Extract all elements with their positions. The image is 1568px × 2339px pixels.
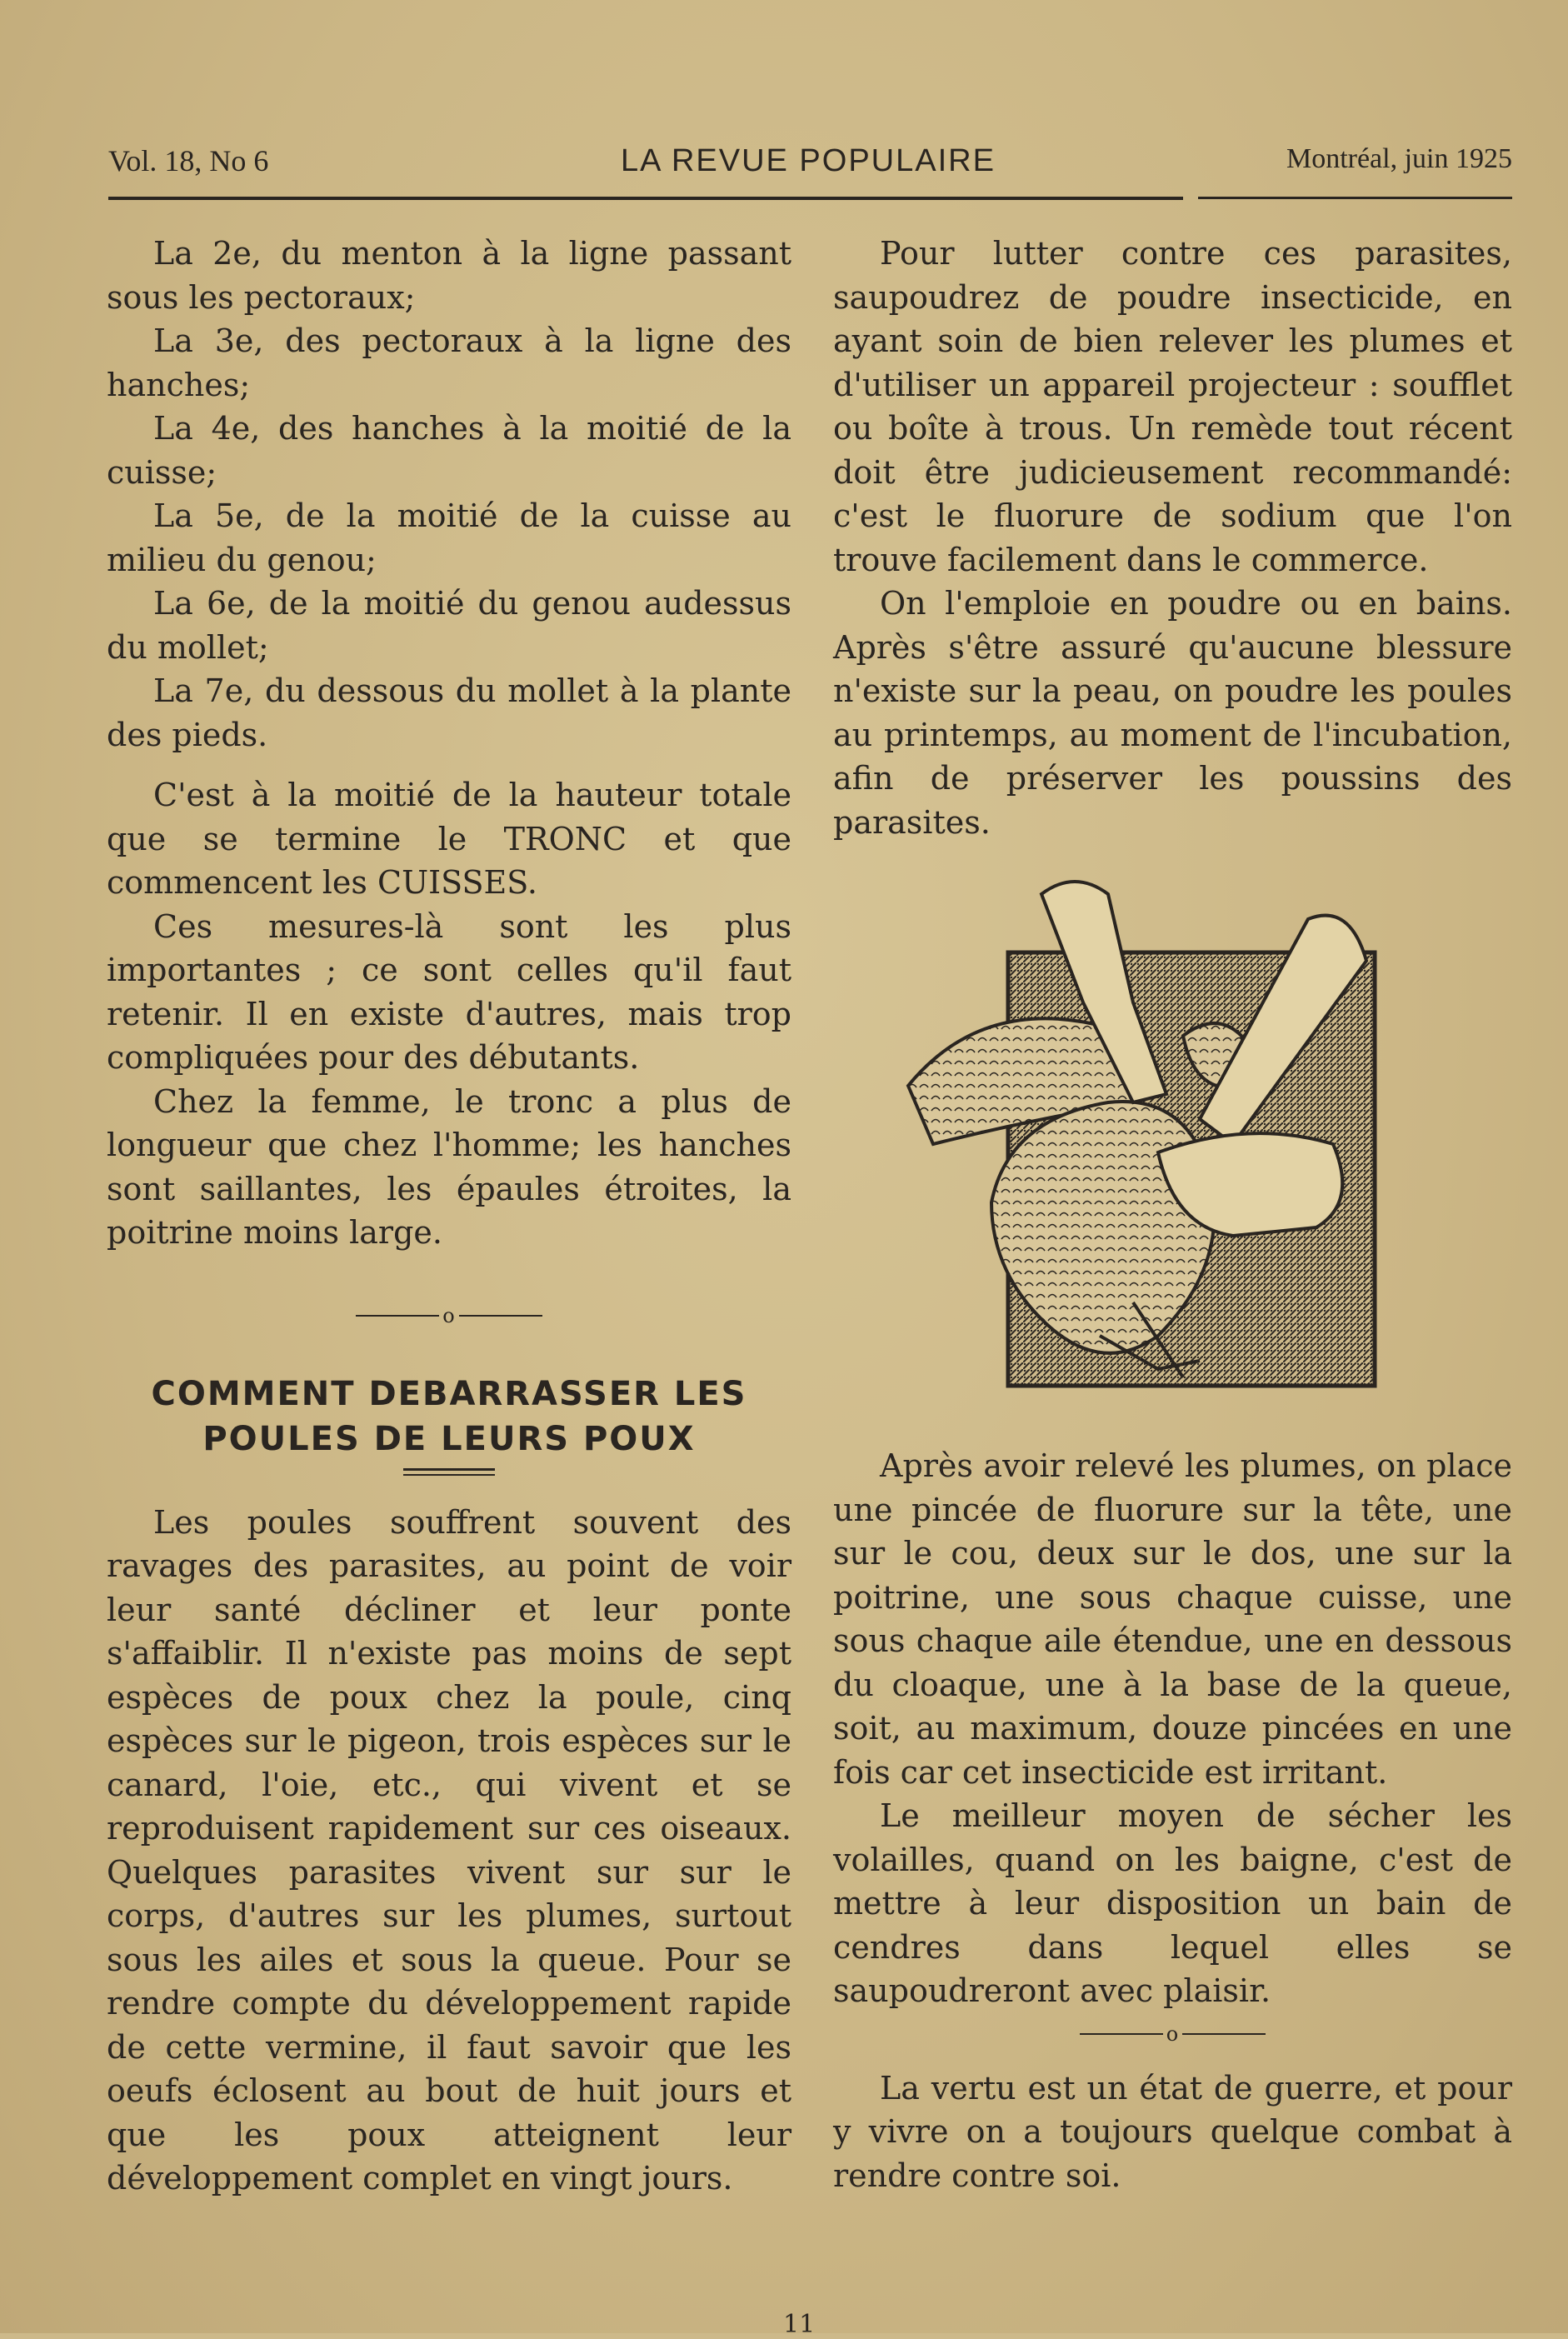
paragraph: La 2e, du menton à la ligne passant sous les pectoraux; [107,235,791,316]
paragraph: La 7e, du dessous du mollet à la plante des pieds. [107,672,791,753]
hen-illustration-icon [883,869,1425,1402]
paragraph: Après avoir relevé les plumes, on place une pincée de fluorure sur la tête, une sur le cou, deux sur le dos, une sur la poitrine, une sous chaque cuisse, une sous chaque aile étendue, une en dessous du cloaque, une à la base de la queue, soit, au maximum, douze pincées en une fois car cet insecticide est irritant. [833,1447,1512,1791]
paragraph: La 3e, des pectoraux à la ligne des hanches; [107,322,791,403]
paragraph: Le meilleur moyen de sécher les volailles, quand on les baigne, c'est de mettre à leur disposition un bain de cendres dans lequel elles se saupoudreront avec plaisir. [833,1797,1512,2009]
header-rule-short [1198,197,1512,199]
paragraph: La vertu est un état de guerre, et pour y vivre on a toujours quelque combat à rendre contre soi. [833,2069,1512,2194]
right-column [833,232,1512,2197]
section-divider: o [107,1298,791,1332]
paragraph: Pour lutter contre ces parasites, saupoudrez de poudre insecticide, en ayant soin de bien relever les plumes et d'utiliser un appareil projecteur : soufflet ou boîte à trous. Un remède tout récent doit être judicieusement recommandé: c'est le fluorure de sodium que l'on trouve facilement dans le commerce. [833,235,1512,578]
publication-title: LA REVUE POPULAIRE [621,143,996,178]
paragraph: La 4e, des hanches à la moitié de la cuisse; [107,410,791,491]
paragraph: La 6e, de la moitié du genou audessus du mollet; [107,585,791,666]
volume-number: Vol. 18, No 6 [108,144,269,177]
paragraph: Les poules souffrent souvent des ravages des parasites, au point de voir leur santé décliner et leur ponte s'affaiblir. Il n'existe pas moins de sept espèces de poux chez la poule, cinq espèces sur le pigeon, trois espèces sur le canard, l'oie, etc., qui vivent et se reproduisent rapidement sur ces oiseaux. Quelques parasites vivent sur sur le corps, d'autres sur les plumes, surtout sous les ailes et sous la queue. Pour se rendre compte du développement rapide de cette vermine, il faut savoir que les oeufs éclosent au bout de huit jours et que les poux atteignent leur développement complet en vingt jours. [107,1503,791,2197]
left-column [107,232,791,2201]
paragraph: C'est à la moitié de la hauteur totale que se termine le TRONC et que commencent les CUISSES. [107,777,791,901]
paragraph: Ces mesures-là sont les plus importantes ; ce sont celles qu'il faut retenir. Il en existe d'autres, mais trop compliquées pour des débutants. [107,907,791,1076]
section-title [107,1372,791,1462]
title-rule [403,1468,495,1476]
paragraph: Chez la femme, le tronc a plus de longueur que chez l'homme; les hanches sont saillantes, les épaules étroites, la poitrine moins large. [107,1082,791,1251]
paragraph: On l'emploie en poudre ou en bains. Après s'être assuré qu'aucune blessure n'existe sur la peau, on poudre les poules au printemps, au moment de l'incubation, afin de préserver les poussins des parasites. [833,585,1512,841]
section-divider: o [833,2017,1512,2050]
page-number: 11 [783,2310,816,2339]
section-title-line: POULES DE LEURS POUX [202,1419,696,1458]
hen-dusting-illustration [833,869,1512,1419]
paragraph: La 5e, de la moitié de la cuisse au milieu du genou; [107,497,791,578]
issue-date: Montréal, juin 1925 [1286,143,1512,174]
section-title-line: COMMENT DEBARRASSER LES [151,1374,747,1413]
header-rule [108,197,1183,200]
page-header [108,143,1512,185]
